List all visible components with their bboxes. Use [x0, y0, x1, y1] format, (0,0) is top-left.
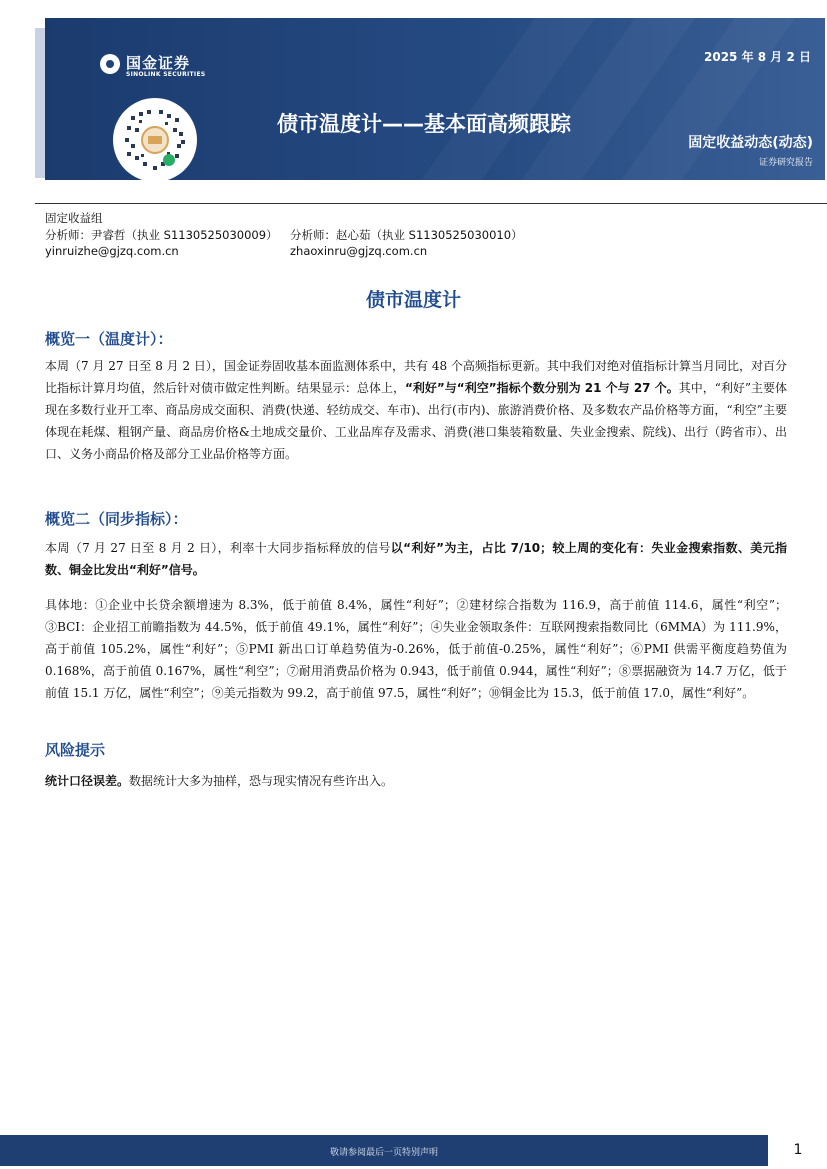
- analyst-1: 分析师：尹睿哲（执业 S1130525030009）: [45, 228, 278, 242]
- report-date: 2025 年 8 月 2 日: [704, 50, 811, 64]
- risk-text: 数据统计大多为抽样，恐与现实情况有些许出入。: [129, 774, 394, 788]
- logo-cn: 国金证券: [126, 54, 191, 72]
- report-banner: [45, 18, 825, 180]
- section-1-text-bold: “利好”与“利空”指标个数分别为 21 个与 27 个。: [405, 381, 679, 395]
- report-subtitle: 证券研究报告: [758, 158, 813, 168]
- section-2-text-a: 本周（7 月 27 日至 8 月 2 日），利率十大同步指标释放的信号: [45, 541, 391, 555]
- section-1-text-a: 本周（7 月 27 日至 8 月 2 日），国金证券固收基本面监测体系中，共有 48 个高频指标更新。其中我们对绝对值指标计算当月同比，对百分比指标计算月均值，然后针对债市做定性判断。结果显示：总体上，: [45, 359, 787, 395]
- risk-paragraph: [45, 770, 787, 792]
- risk-bold: 统计口径误差。: [45, 774, 130, 788]
- page-number: 1: [793, 1142, 803, 1158]
- analyst-2: 分析师：赵心茹（执业 S1130525030010）: [290, 228, 523, 242]
- section-1-heading: 概览一（温度计）：: [45, 330, 173, 348]
- logo-mark-icon: [100, 54, 120, 74]
- report-type: 固定收益动态(动态): [688, 135, 813, 151]
- section-2-paragraph-2: 具体地：①企业中长贷余额增速为 8.3%，低于前值 8.4%，属性“利好”；②建材综合指数为 116.9，高于前值 114.6，属性“利空”；③BCI：企业招工前瞻指数为 44.5%，低于前值 49.1%，属性“利好”；④失业金领取条件：互联网搜索指数同比（6MMA）为 111.9%，高于前值 105.2%，属性“利好”；⑤PMI 新出口订单趋势值为-0.26%，低于前值-0.25%，属性“利好”；⑥PMI 供需平衡度趋势值为 0.168%，高于前值 0.167%，属性“利空”；⑦耐用消费品价格为 0.943，低于前值 0.944，属性“利好”；⑧票据融资为 14.7 万亿，低于前值 15.1 万亿，属性“利空”；⑨美元指数为 99.2，高于前值 97.5，属性“利好”；⑩铜金比为 15.3，低于前值 17.0，属性“利好”。: [45, 598, 787, 700]
- header-divider: [35, 203, 827, 204]
- qr-code-icon: [113, 98, 197, 180]
- footer-disclaimer: 敬请参阅最后一页特别声明: [329, 1148, 438, 1158]
- document-title: 债市温度计: [365, 289, 461, 311]
- section-1-paragraph: [45, 355, 787, 465]
- analyst-2-email[interactable]: zhaoxinru@gjzq.com.cn: [290, 244, 428, 258]
- group-name: 固定收益组: [45, 211, 103, 225]
- section-1-text-c: 其中，“利好”主要体现在多数行业开工率、商品房成交面积、消费(快递、轻纺成交、车市)、出行(市内)、旅游消费价格、及多数农产品价格等方面，“利空”主要体现在耗煤、粗钢产量、商品房价格&土地成交量价、工业品库存及需求、消费(港口集装箱数量、失业金搜索、院线)、出行（跨省市）、出口、义务小商品价格及部分工业品价格等方面。: [45, 381, 787, 461]
- section-2-paragraph-1: [45, 537, 787, 581]
- analyst-1-email[interactable]: yinruizhe@gjzq.com.cn: [45, 244, 179, 258]
- report-title: 债市温度计——基本面高频跟踪: [277, 112, 571, 136]
- risk-heading: 风险提示: [45, 741, 106, 759]
- logo-en: SINOLINK SECURITIES: [126, 71, 206, 78]
- section-2-text-bold: 以“利好”为主，占比 7/10；较上周的变化有：失业金搜索指数、美元指数、铜金比发出“利好”信号。: [45, 541, 787, 577]
- section-2-heading: 概览二（同步指标）：: [45, 510, 188, 528]
- banner-edge: [35, 28, 45, 178]
